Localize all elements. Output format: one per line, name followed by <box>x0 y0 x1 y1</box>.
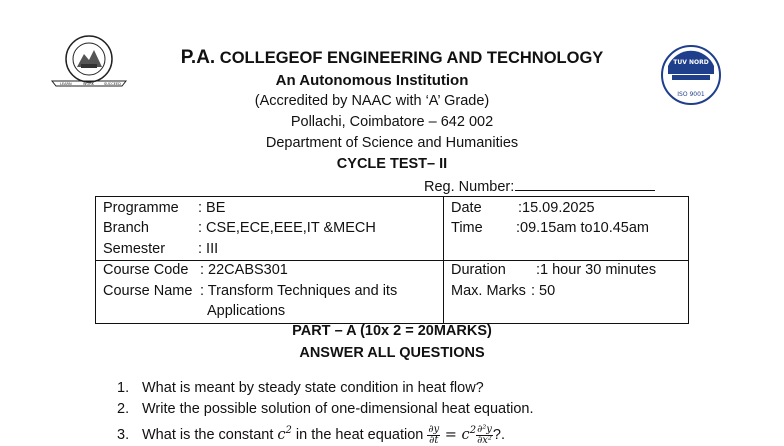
time-value: :09.15am to10.45am <box>516 220 650 236</box>
question-2 <box>117 401 533 417</box>
course-name-value: : Transform Techniques and its <box>200 283 398 299</box>
college-title <box>0 47 784 69</box>
reg-number-field <box>424 177 655 195</box>
date-label: Date <box>451 200 482 216</box>
question-1 <box>117 380 484 396</box>
date-value: :15.09.2025 <box>518 200 595 216</box>
question-3 <box>117 425 505 446</box>
course-name-value-continued: Applications <box>207 303 286 319</box>
branch-label: Branch <box>103 220 149 236</box>
svg-text:LEARN: LEARN <box>60 82 72 86</box>
department-line: Department of Science and Humanities <box>265 135 519 151</box>
svg-text:SUCCEED: SUCCEED <box>104 82 121 86</box>
question-text-middle: in the heat equation <box>291 427 428 443</box>
course-name-label: Course Name <box>103 283 193 299</box>
question-text: Write the possible solution of one-dimensional heat equation. <box>142 401 534 417</box>
course-code-label: Course Code <box>103 262 189 278</box>
location-line: Pollachi, Coimbatore – 642 002 <box>290 114 494 130</box>
programme-label: Programme <box>103 200 179 216</box>
semester-value: : III <box>198 241 219 257</box>
svg-text:ISO 9001: ISO 9001 <box>677 91 705 98</box>
college-initials: P.A. <box>180 47 216 68</box>
heat-equation-rhs: = $c^2$ <box>440 425 477 443</box>
test-title: CYCLE TEST– II <box>336 156 448 172</box>
constant-c-squared: $c^2$ <box>277 425 292 443</box>
reg-number-label: Reg. Number: <box>424 179 515 195</box>
question-text: What is meant by steady state condition in heat flow? <box>142 380 484 396</box>
course-code-value: : 22CABS301 <box>200 262 288 278</box>
accreditation-line: (Accredited by NAAC with ‘A’ Grade) <box>254 93 490 109</box>
heat-equation-second-derivative: $\frac{\text{∂²y}}{\text{∂x²}}$ <box>477 424 492 446</box>
svg-text:TUV NORD: TUV NORD <box>673 59 709 66</box>
svg-text:WORK: WORK <box>83 82 94 86</box>
semester-label: Semester <box>103 241 166 257</box>
part-a-title: PART – A (10x 2 = 20MARKS) <box>292 323 492 339</box>
max-marks-label: Max. Marks <box>451 283 526 299</box>
question-text-start: What is the constant <box>142 427 278 443</box>
college-name: COLLEGEOF ENGINEERING AND TECHNOLOGY <box>219 49 604 67</box>
heat-equation-lhs: $\frac{\partial y}{\partial t}$ <box>428 424 440 446</box>
question-number: 3. <box>117 427 130 443</box>
programme-value: : BE <box>198 200 226 216</box>
duration-label: Duration <box>451 262 506 278</box>
max-marks-value: : 50 <box>531 283 556 299</box>
question-number: 1. <box>117 380 130 396</box>
time-label: Time <box>451 220 483 236</box>
question-text-end: ?. <box>492 427 505 443</box>
question-number: 2. <box>117 401 130 417</box>
reg-number-blank <box>515 177 655 191</box>
branch-value: : CSE,ECE,EEE,IT &MECH <box>198 220 376 236</box>
part-a-instruction: ANSWER ALL QUESTIONS <box>299 345 485 361</box>
duration-value: :1 hour 30 minutes <box>536 262 657 278</box>
institution-type: An Autonomous Institution <box>275 72 469 89</box>
